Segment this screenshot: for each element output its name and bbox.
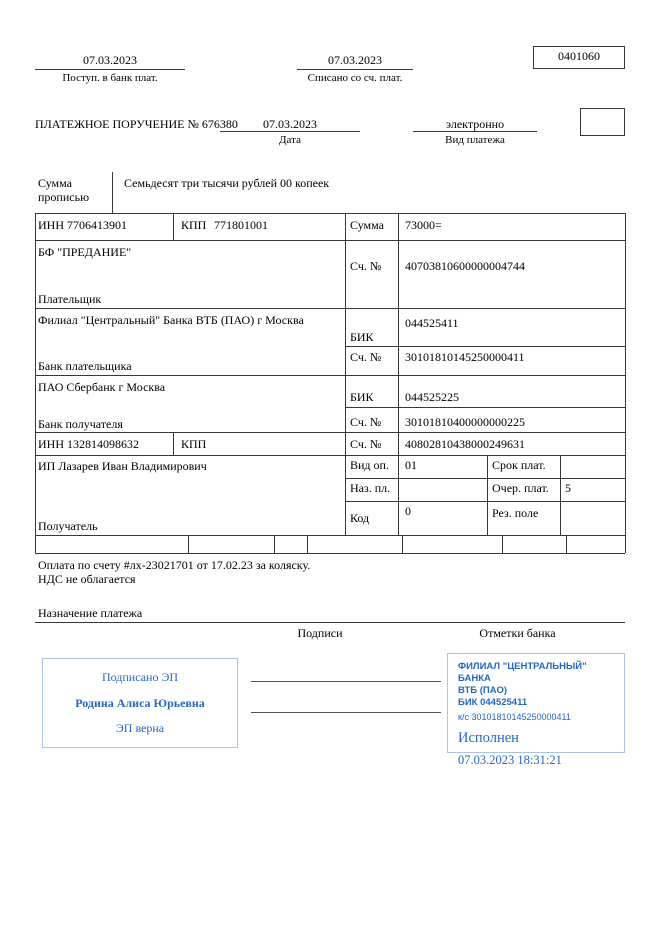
payee-bank-account-label: Сч. № [350, 415, 382, 429]
payee-bank-bik-label: БИК [350, 390, 374, 404]
payee-bank-section-label: Банк получателя [38, 417, 123, 431]
table-line [35, 455, 625, 456]
amount-words-label-1: Сумма [38, 176, 72, 190]
table-line [345, 346, 625, 347]
payee-account: 40802810438000249631 [405, 437, 525, 451]
table-line [487, 455, 488, 535]
order-value: 5 [565, 481, 571, 495]
purpose-line-2: НДС не облагается [38, 572, 136, 586]
bank-stamp-datetime: 07.03.2023 18:31:21 [458, 752, 562, 767]
due-date-label: Срок плат. [492, 458, 546, 472]
order-label: Очер. плат. [492, 481, 549, 495]
table-line [173, 213, 174, 240]
doc-date: 07.03.2023 [263, 117, 317, 131]
payer-bank-bik-label: БИК [350, 330, 374, 344]
amount-in-words: Семьдесят три тысячи рублей 00 копеек [124, 176, 330, 190]
table-line [35, 240, 625, 241]
tax-row-divider [307, 535, 308, 553]
tax-row-divider [402, 535, 403, 553]
table-line [345, 501, 625, 502]
signatures-label: Подписи [297, 626, 343, 640]
payment-kind-underline [413, 131, 537, 132]
debited-date-label: Списано со сч. плат. [307, 72, 403, 84]
table-line [345, 407, 625, 408]
table-right-border [625, 213, 626, 553]
payee-bank-account: 30101810400000000225 [405, 415, 525, 429]
received-date-underline [35, 69, 185, 70]
op-type-value: 01 [405, 458, 417, 472]
payee-inn: ИНН 132814098632 [38, 437, 139, 451]
payment-kind-label: Вид платежа [445, 134, 505, 146]
status-code-box [580, 108, 625, 136]
table-line [345, 213, 346, 535]
bank-stamp-bik: БИК 044525411 [458, 696, 528, 708]
debited-date: 07.03.2023 [328, 53, 382, 67]
table-line [35, 432, 625, 433]
table-line [35, 553, 625, 554]
received-date-label: Поступ. в банк плат. [62, 72, 158, 84]
amount-words-divider [112, 172, 113, 213]
payer-kpp-label: КПП [181, 218, 207, 232]
debited-date-underline [297, 69, 413, 70]
payer-account-label: Сч. № [350, 259, 382, 273]
payer-section-label: Плательщик [38, 292, 102, 306]
purpose-line-1: Оплата по счету #лх-23021701 от 17.02.23 за коляску. [38, 558, 311, 572]
tax-row-divider [188, 535, 189, 553]
bank-stamp-bank-name-2: ВТБ (ПАО) [458, 684, 508, 696]
table-line [345, 478, 625, 479]
bank-stamp-bank-name-1: ФИЛИАЛ "ЦЕНТРАЛЬНЫЙ" БАНКА [458, 661, 587, 684]
form-code-box [533, 46, 625, 69]
purpose-underline [35, 622, 625, 623]
payer-kpp-value: 771801001 [214, 218, 268, 232]
payee-name: ИП Лазарев Иван Владимирович [38, 459, 207, 473]
signature-stamp [42, 658, 238, 748]
tax-row-divider [274, 535, 275, 553]
table-line [173, 432, 174, 455]
table-line [35, 375, 625, 376]
naz-pl-label: Наз. пл. [350, 481, 391, 495]
payee-bank-name: ПАО Сбербанк г Москва [38, 380, 166, 394]
payee-account-label: Сч. № [350, 437, 382, 451]
doc-date-label: Дата [279, 134, 301, 146]
signature-stamp-line-3: ЭП верна [115, 721, 165, 736]
code-value: 0 [405, 504, 411, 518]
table-line [560, 455, 561, 535]
bank-marks-label: Отметки банка [479, 626, 556, 640]
tax-row-divider [502, 535, 503, 553]
table-left-border [35, 213, 36, 553]
payer-name: БФ "ПРЕДАНИЕ" [38, 245, 132, 259]
purpose-section-label: Назначение платежа [38, 606, 143, 620]
payment-kind: электронно [445, 117, 505, 131]
amount-words-label-2: прописью [38, 190, 90, 204]
signature-line [251, 681, 441, 682]
bank-stamp [447, 653, 625, 767]
payer-bank-account: 30101810145250000411 [405, 350, 525, 364]
payer-inn: ИНН 7706413901 [38, 218, 127, 232]
payer-bank-account-label: Сч. № [350, 350, 382, 364]
tax-row-divider [566, 535, 567, 553]
signature-stamp-name: Родина Алиса Юрьевна [75, 695, 205, 710]
payer-bank-section-label: Банк плательщика [38, 359, 132, 373]
res-field-label: Рез. поле [492, 506, 539, 520]
code-label: Код [350, 511, 370, 525]
signature-line [251, 712, 441, 713]
payer-bank-name: Филиал "Центральный" Банка ВТБ (ПАО) г Москва [38, 313, 304, 327]
payer-account: 40703810600000004744 [405, 259, 525, 273]
signature-stamp-line-1: Подписано ЭП [101, 669, 179, 684]
form-code: 0401060 [558, 49, 600, 63]
received-date: 07.03.2023 [83, 53, 137, 67]
bank-stamp-corr-account: к/с 30101810145250000411 [458, 711, 571, 722]
table-line [398, 213, 399, 535]
table-line [35, 535, 625, 536]
op-type-label: Вид оп. [350, 458, 389, 472]
sum-value: 73000= [405, 218, 442, 232]
payee-bank-bik: 044525225 [405, 390, 459, 404]
payee-section-label: Получатель [38, 519, 98, 533]
table-line [35, 308, 625, 309]
sum-label: Сумма [350, 218, 384, 232]
doc-date-underline [220, 131, 360, 132]
bank-stamp-status: Исполнен [458, 729, 519, 746]
table-line [35, 213, 625, 214]
payer-bank-bik: 044525411 [405, 316, 459, 330]
payee-kpp-label: КПП [181, 437, 207, 451]
document-title: ПЛАТЕЖНОЕ ПОРУЧЕНИЕ № 676380 [35, 117, 238, 131]
